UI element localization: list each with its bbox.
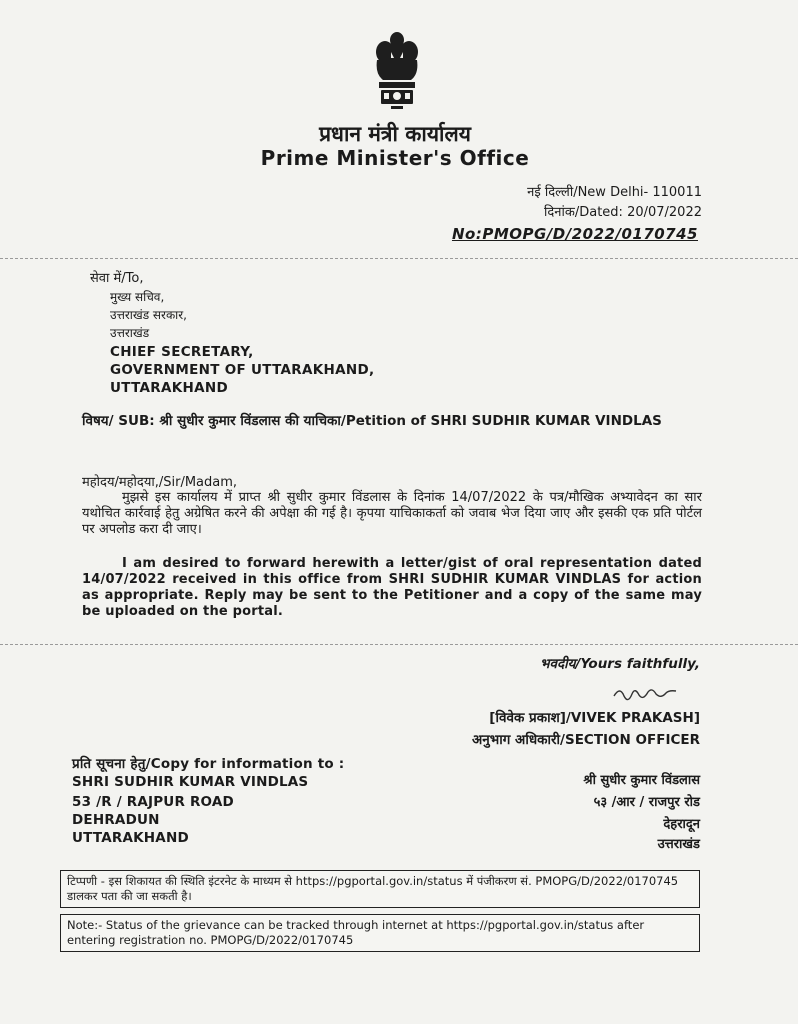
copy-to-hindi-line: ५३ /आर / राजपुर रोड: [593, 795, 700, 810]
signatory-designation: अनुभाग अधिकारी/SECTION OFFICER: [471, 732, 700, 748]
to-label: सेवा में/To,: [90, 271, 144, 286]
reference-number: No:PMOPG/D/2022/0170745: [451, 225, 698, 243]
salutation: महोदय/महोदया,/Sir/Madam,: [82, 475, 238, 490]
date-line: दिनांक/Dated: 20/07/2022: [544, 205, 702, 220]
addressee-hindi-line: उत्तराखंड: [110, 326, 150, 340]
note-hindi-text: टिप्पणी - इस शिकायत की स्थिति इंटरनेट के माध्यम से https://pgportal.gov.in/status में पंजीकरण सं. PMOPG/D/2022/0170745 डालकर पता की जा सकती है।: [67, 874, 679, 903]
copy-to-label: प्रति सूचना हेतु/Copy for information to :: [72, 756, 345, 772]
note-box-english: [60, 914, 700, 952]
copy-to-hindi-line: श्री सुधीर कुमार विंडलास: [583, 773, 700, 788]
copy-to-hindi-line: देहरादून: [663, 817, 700, 832]
note-box-hindi: [60, 870, 700, 908]
place-line: नई दिल्ली/New Delhi- 110011: [527, 185, 702, 200]
copy-to-english-line: UTTARAKHAND: [72, 830, 189, 846]
copy-to-hindi-line: उत्तराखंड: [657, 837, 700, 852]
addressee-hindi-line: मुख्य सचिव,: [110, 290, 165, 304]
body-paragraph-english: [82, 556, 702, 620]
national-emblem-icon: [371, 30, 423, 122]
body-paragraph-hindi: [82, 490, 702, 538]
addressee-hindi-line: उत्तराखंड सरकार,: [110, 308, 188, 322]
signatory-name: [विवेक प्रकाश]/VIVEK PRAKASH]: [489, 710, 700, 726]
subject-line: विषय/ SUB: श्री सुधीर कुमार विंडलास की याचिका/Petition of SHRI SUDHIR KUMAR VINDLAS: [82, 413, 662, 429]
body-hindi-text: मुझसे इस कार्यालय में प्राप्त श्री सुधीर कुमार विंडलास के दिनांक 14/07/2022 के पत्र/मौखिक अभ्यावेदन का सार यथोचित कार्रवाई हेतु अग्रेषित करने की अपेक्षा की गई है। कृपया याचिकाकर्ता को जवाब भेज दिया जाए और इसकी एक प्रति पोर्टल पर अपलोड करा दी जाए।: [82, 490, 702, 537]
copy-to-english-line: DEHRADUN: [72, 812, 160, 828]
body-english-text: I am desired to forward herewith a letter/gist of oral representation dated 14/07/2022 received in this office from SHRI SUDHIR KUMAR VINDLAS for action as appropriate. Reply may be sent to the Petitioner and a copy of the same may be uploaded on the portal.: [82, 556, 702, 619]
copy-to-english-line: 53 /R / RAJPUR ROAD: [72, 794, 234, 810]
office-title-english: Prime Minister's Office: [260, 146, 530, 170]
copy-to-english-line: SHRI SUDHIR KUMAR VINDLAS: [72, 774, 309, 790]
addressee-english-line: GOVERNMENT OF UTTARAKHAND,: [110, 362, 375, 378]
closing-line: भवदीय/Yours faithfully,: [539, 656, 700, 672]
addressee-english-line: UTTARAKHAND: [110, 380, 228, 396]
divider: [0, 644, 798, 645]
note-english-text: Note:- Status of the grievance can be tracked through internet at https://pgportal.gov.in/status after entering registration no. PMOPG/D/2022/0170745: [67, 918, 645, 947]
addressee-english-line: CHIEF SECRETARY,: [110, 344, 254, 360]
office-title-hindi: प्रधान मंत्री कार्यालय: [319, 122, 471, 146]
handwritten-signature: [610, 682, 680, 704]
divider: [0, 258, 798, 259]
